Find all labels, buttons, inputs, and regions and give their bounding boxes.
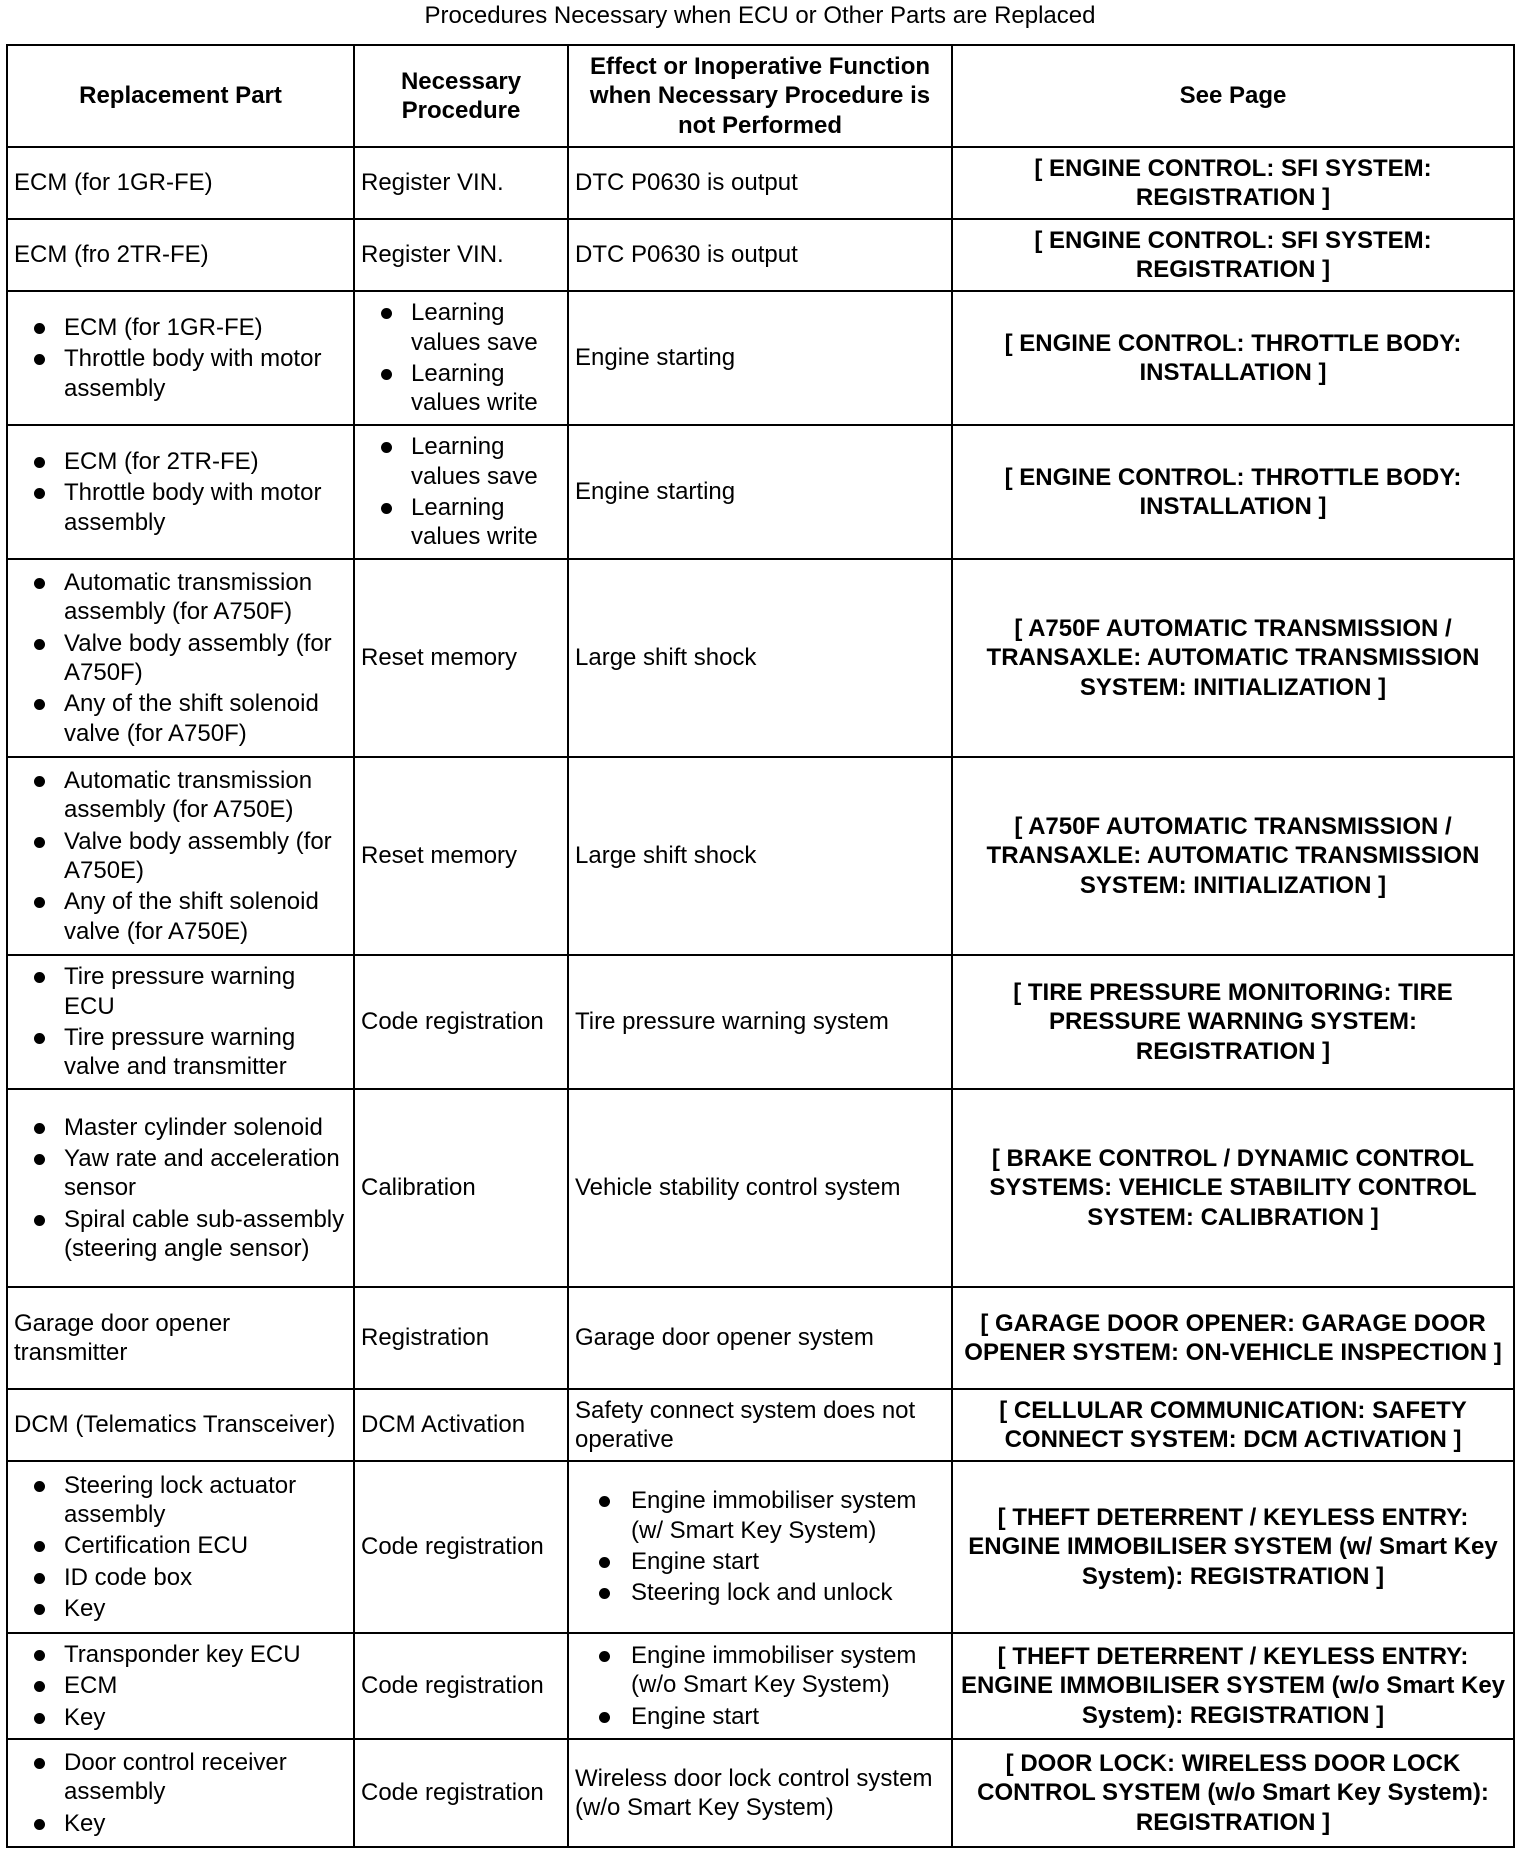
table-row: [7, 219, 1514, 291]
procedure-cell: Code registration: [354, 955, 568, 1089]
replacement-part-cell-list: [14, 1748, 347, 1838]
see-page-cell: [ CELLULAR COMMUNICATION: SAFETY CONNECT SYSTEM: DCM ACTIVATION ]: [952, 1389, 1514, 1461]
table-row: [7, 1461, 1514, 1633]
replacement-part-cell: Garage door opener transmitter: [7, 1287, 354, 1389]
replacement-part-cell: [7, 1739, 354, 1847]
see-page-cell: [ ENGINE CONTROL: SFI SYSTEM: REGISTRATION ]: [952, 219, 1514, 291]
header-see-page: See Page: [952, 45, 1514, 147]
see-page-cell: [ A750F AUTOMATIC TRANSMISSION / TRANSAXLE: AUTOMATIC TRANSMISSION SYSTEM: INITIALIZATION ]: [952, 559, 1514, 757]
replacement-part-cell-list: [14, 962, 347, 1081]
header-replacement-part: Replacement Part: [7, 45, 354, 147]
table-row: [7, 559, 1514, 757]
header-necessary-procedure: Necessary Procedure: [354, 45, 568, 147]
table-row: [7, 1633, 1514, 1739]
list-item: Yaw rate and acceleration sensor: [64, 1144, 347, 1203]
see-page-cell: [ ENGINE CONTROL: SFI SYSTEM: REGISTRATION ]: [952, 147, 1514, 219]
replacement-part-cell: [7, 291, 354, 425]
procedure-cell: Code registration: [354, 1633, 568, 1739]
list-item: Automatic transmission assembly (for A750F): [64, 568, 347, 627]
table-row: [7, 1739, 1514, 1847]
list-item: Certification ECU: [64, 1531, 347, 1560]
list-item: Throttle body with motor assembly: [64, 344, 347, 403]
replacement-part-cell-list: [14, 313, 347, 403]
list-item: Key: [64, 1703, 347, 1732]
see-page-cell: [ ENGINE CONTROL: THROTTLE BODY: INSTALLATION ]: [952, 291, 1514, 425]
header-effect: Effect or Inoperative Function when Necessary Procedure is not Performed: [568, 45, 952, 147]
procedures-table: [6, 44, 1515, 1848]
list-item: Automatic transmission assembly (for A750E): [64, 766, 347, 825]
list-item: Key: [64, 1594, 347, 1623]
table-row: [7, 147, 1514, 219]
list-item: Engine immobiliser system (w/ Smart Key System): [631, 1486, 945, 1545]
list-item: Steering lock and unlock: [631, 1578, 945, 1607]
table-row: [7, 1389, 1514, 1461]
list-item: Learning values write: [411, 359, 561, 418]
effect-cell: Tire pressure warning system: [568, 955, 952, 1089]
replacement-part-cell-list: [14, 766, 347, 946]
table-row: [7, 1089, 1514, 1287]
list-item: Key: [64, 1809, 347, 1838]
list-item: ECM: [64, 1671, 347, 1700]
list-item: Any of the shift solenoid valve (for A750E): [64, 887, 347, 946]
procedure-cell: Reset memory: [354, 559, 568, 757]
effect-cell: DTC P0630 is output: [568, 147, 952, 219]
procedure-cell-list: [361, 298, 561, 417]
replacement-part-cell: [7, 1089, 354, 1287]
list-item: ECM (for 2TR-FE): [64, 447, 347, 476]
list-item: Spiral cable sub-assembly (steering angle sensor): [64, 1205, 347, 1264]
list-item: Learning values save: [411, 298, 561, 357]
list-item: Engine immobiliser system (w/o Smart Key System): [631, 1641, 945, 1700]
see-page-cell: [ DOOR LOCK: WIRELESS DOOR LOCK CONTROL SYSTEM (w/o Smart Key System): REGISTRATION ]: [952, 1739, 1514, 1847]
procedure-cell: [354, 425, 568, 559]
table-row: [7, 955, 1514, 1089]
replacement-part-cell: [7, 1633, 354, 1739]
table-row: [7, 425, 1514, 559]
procedure-cell: DCM Activation: [354, 1389, 568, 1461]
procedure-cell: Calibration: [354, 1089, 568, 1287]
replacement-part-cell: [7, 425, 354, 559]
see-page-cell: [ THEFT DETERRENT / KEYLESS ENTRY: ENGINE IMMOBILISER SYSTEM (w/ Smart Key System): REGISTRATION ]: [952, 1461, 1514, 1633]
list-item: Engine start: [631, 1702, 945, 1731]
header-row: [7, 45, 1514, 147]
procedure-cell: Reset memory: [354, 757, 568, 955]
see-page-cell: [ TIRE PRESSURE MONITORING: TIRE PRESSURE WARNING SYSTEM: REGISTRATION ]: [952, 955, 1514, 1089]
list-item: ECM (for 1GR-FE): [64, 313, 347, 342]
effect-cell: Large shift shock: [568, 757, 952, 955]
list-item: Engine start: [631, 1547, 945, 1576]
procedure-cell: Code registration: [354, 1739, 568, 1847]
procedure-cell: Register VIN.: [354, 219, 568, 291]
procedure-cell: Registration: [354, 1287, 568, 1389]
replacement-part-cell: ECM (fro 2TR-FE): [7, 219, 354, 291]
effect-cell-list: [575, 1486, 945, 1607]
table-row: [7, 757, 1514, 955]
see-page-cell: [ A750F AUTOMATIC TRANSMISSION / TRANSAXLE: AUTOMATIC TRANSMISSION SYSTEM: INITIALIZATION ]: [952, 757, 1514, 955]
replacement-part-cell: DCM (Telematics Transceiver): [7, 1389, 354, 1461]
replacement-part-cell-list: [14, 568, 347, 748]
list-item: Any of the shift solenoid valve (for A750F): [64, 689, 347, 748]
see-page-cell: [ GARAGE DOOR OPENER: GARAGE DOOR OPENER SYSTEM: ON-VEHICLE INSPECTION ]: [952, 1287, 1514, 1389]
effect-cell: [568, 1633, 952, 1739]
effect-cell: Wireless door lock control system (w/o Smart Key System): [568, 1739, 952, 1847]
see-page-cell: [ BRAKE CONTROL / DYNAMIC CONTROL SYSTEMS: VEHICLE STABILITY CONTROL SYSTEM: CALIBRATION ]: [952, 1089, 1514, 1287]
procedure-cell: Code registration: [354, 1461, 568, 1633]
list-item: Learning values write: [411, 493, 561, 552]
list-item: Master cylinder solenoid: [64, 1113, 347, 1142]
replacement-part-cell-list: [14, 1113, 347, 1263]
effect-cell: Vehicle stability control system: [568, 1089, 952, 1287]
see-page-cell: [ ENGINE CONTROL: THROTTLE BODY: INSTALLATION ]: [952, 425, 1514, 559]
procedure-cell: Register VIN.: [354, 147, 568, 219]
replacement-part-cell: [7, 955, 354, 1089]
list-item: Valve body assembly (for A750F): [64, 629, 347, 688]
effect-cell: Safety connect system does not operative: [568, 1389, 952, 1461]
procedure-cell-list: [361, 432, 561, 551]
replacement-part-cell: [7, 757, 354, 955]
list-item: Learning values save: [411, 432, 561, 491]
table-row: [7, 1287, 1514, 1389]
effect-cell: Large shift shock: [568, 559, 952, 757]
list-item: Throttle body with motor assembly: [64, 478, 347, 537]
list-item: Valve body assembly (for A750E): [64, 827, 347, 886]
effect-cell: Garage door opener system: [568, 1287, 952, 1389]
effect-cell-list: [575, 1641, 945, 1731]
list-item: ID code box: [64, 1563, 347, 1592]
replacement-part-cell-list: [14, 447, 347, 537]
table-row: [7, 291, 1514, 425]
list-item: Tire pressure warning valve and transmitter: [64, 1023, 347, 1082]
list-item: Steering lock actuator assembly: [64, 1471, 347, 1530]
replacement-part-cell-list: [14, 1640, 347, 1732]
replacement-part-cell-list: [14, 1471, 347, 1623]
replacement-part-cell: [7, 1461, 354, 1633]
table-caption: Procedures Necessary when ECU or Other Parts are Replaced: [424, 2, 1096, 29]
replacement-part-cell: ECM (for 1GR-FE): [7, 147, 354, 219]
replacement-part-cell: [7, 559, 354, 757]
procedure-cell: [354, 291, 568, 425]
list-item: Door control receiver assembly: [64, 1748, 347, 1807]
effect-cell: [568, 1461, 952, 1633]
effect-cell: Engine starting: [568, 425, 952, 559]
effect-cell: DTC P0630 is output: [568, 219, 952, 291]
list-item: Tire pressure warning ECU: [64, 962, 347, 1021]
effect-cell: Engine starting: [568, 291, 952, 425]
see-page-cell: [ THEFT DETERRENT / KEYLESS ENTRY: ENGINE IMMOBILISER SYSTEM (w/o Smart Key System): REGISTRATION ]: [952, 1633, 1514, 1739]
list-item: Transponder key ECU: [64, 1640, 347, 1669]
